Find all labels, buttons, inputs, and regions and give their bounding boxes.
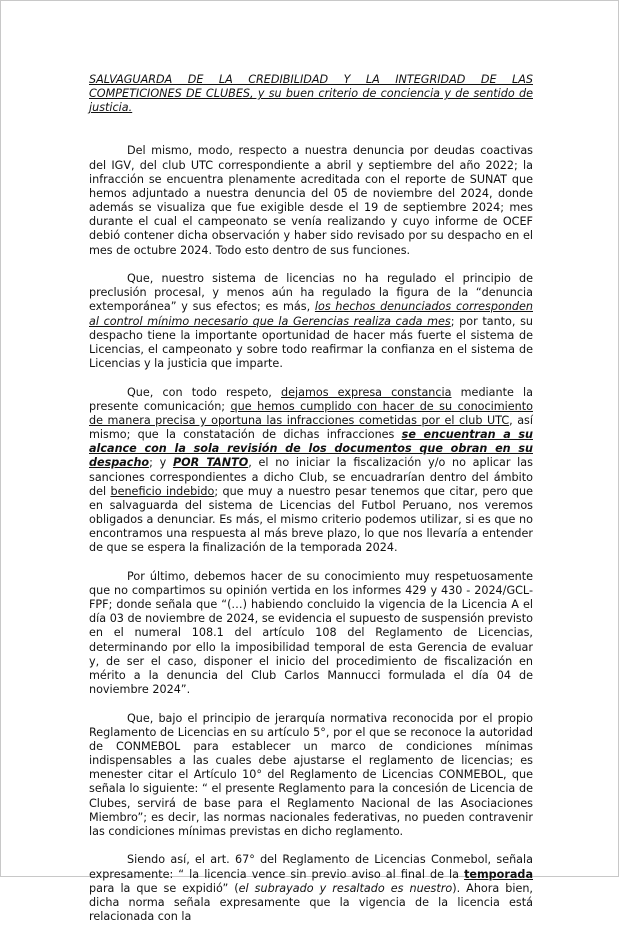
p3-emphasis-constancia: dejamos expresa constancia <box>281 385 452 399</box>
p3-text-7: ; y <box>149 456 173 470</box>
p3-text-11: ; que muy a nuestro pesar tenemos que citar, pero que en salvaguarda del sistema de Licencias del Futbol Peruano, nos veremos obligados a denunciar. Es más, el mismo criterio podemos utilizar, si es que no encontramos una respuesta al más breve plazo, lo que nos llevaría a entender de que se espera la finalización de la temporada 2024. <box>89 484 534 555</box>
p6-text-3: para la que se expidió” ( <box>89 881 239 895</box>
paragraph-normative-hierarchy: Que, bajo el principio de jerarquía normativa reconocida por el propio Reglamento de Licencias en su artículo 5°, por el que se reconoce la autoridad de CONMEBOL para establecer un marco de condiciones mínimas indispensables a las cuales debe ajustarse el reglamento de licencias; es menester citar el Artículo 10° del Reglamento de Licencias CONMEBOL, que señala lo siguiente: “ el presente Reglamento para la concesión de Licencia de Clubes, servirá de base para el Reglamento Nacional de las Asociaciones Miembro”; es decir, las normas nacionales federativas, no pueden contravenir las condiciones mínimas previstas en dicho reglamento. <box>89 711 533 838</box>
p3-emphasis-documents: se encuentran a su alcance con la sola revisión de los documentos que obran en su despacho <box>89 428 533 470</box>
document-body <box>89 73 533 939</box>
p3-text-5: , así mismo; que la constatación de dichas infracciones <box>89 413 533 442</box>
p3-text-9: , el no iniciar la fiscalización y/o no aplicar las sanciones correspondientes a dicho Club, se encuadrarían dentro del ámbito del <box>89 456 533 498</box>
p3-emphasis-por-tanto: POR TANTO <box>172 456 249 470</box>
paragraph-express-record <box>89 386 533 556</box>
paragraph-article-67 <box>89 853 533 924</box>
p6-emphasis-note: el subrayado y resaltado es nuestro <box>238 881 453 895</box>
p6-text-5: ). Ahora bien, dicha norma señala expresamente que la vigencia de la licencia está relacionada con la <box>89 881 533 924</box>
section-heading: SALVAGUARDA DE LA CREDIBILIDAD Y LA INTEGRIDAD DE LAS COMPETICIONES DE CLUBES, y su buen criterio de conciencia y de sentido de justicia. <box>89 73 533 115</box>
paragraph-igv-debts: Del mismo, modo, respecto a nuestra denuncia por deudas coactivas del IGV, del club UTC correspondiente a abril y septiembre del año 2022; la infracción se encuentra plenamente acreditada con el reporte de SUNAT que hemos adjuntado a nuestra denuncia del 05 de noviembre del 2024, donde además se visualiza que fue exigible desde el 19 de septiembre 2024; mes durante el cual el campeonato se venía realizando y cuyo informe de OCEF debió contener dicha observación y haber sido revisado por su despacho en el mes de octubre 2024. Todo esto dentro de sus funciones. <box>89 144 533 257</box>
paragraph-reports-disagreement: Por último, debemos hacer de su conocimiento muy respetuosamente que no compartimos su opinión vertida en los informes 429 y 430 - 2024/GCL-FPF; donde señala que “(…) habiendo concluido la vigencia de la Licencia A el día 03 de noviembre de 2024, se evidencia el supuesto de suspensión previsto en el numeral 108.1 del artículo 108 del Reglamento de Licencias, determinando por ello la imposibilidad temporal de esta Gerencia de evaluar y, de ser el caso, disponer el inicio del procedimiento de fiscalización en mérito a la denuncia del Club Carlos Mannucci formulada el día 04 de noviembre 2024”. <box>89 569 533 697</box>
p6-emphasis-temporada: temporada <box>464 867 533 881</box>
p3-emphasis-informed: que hemos cumplido con hacer de su conocimiento de manera precisa y oportuna las infracciones cometidas por el club UTC <box>89 399 533 427</box>
p6-text-1: Siendo así, el art. 67° del Reglamento de Licencias Conmebol, señala expresamente: “ la licencia vence sin previo aviso al final de la <box>89 853 533 881</box>
p2-emphasis-monthly-control: los hechos denunciados corresponden al control mínimo necesario que la Gerencias realiza cada mes <box>89 300 533 328</box>
p2-text-1: Que, nuestro sistema de licencias no ha regulado el principio de preclusión procesal, y menos aún ha regulado la figura de la “denuncia extemporánea” y sus efectos; es más, <box>89 272 533 314</box>
p3-emphasis-beneficio: beneficio indebido <box>110 484 215 498</box>
p3-text-3: mediante la presente comunicación; <box>89 385 533 413</box>
paragraph-preclusion <box>89 272 533 371</box>
p2-text-3: ; por tanto, su despacho tiene la importante oportunidad de hacer más fuerte el sistema de Licencias, el campeonato y sobre todo reafirmar la confianza en el sistema de Licencias y la justicia que imparte. <box>89 314 533 371</box>
p3-text-1: Que, con todo respeto, <box>127 385 282 399</box>
